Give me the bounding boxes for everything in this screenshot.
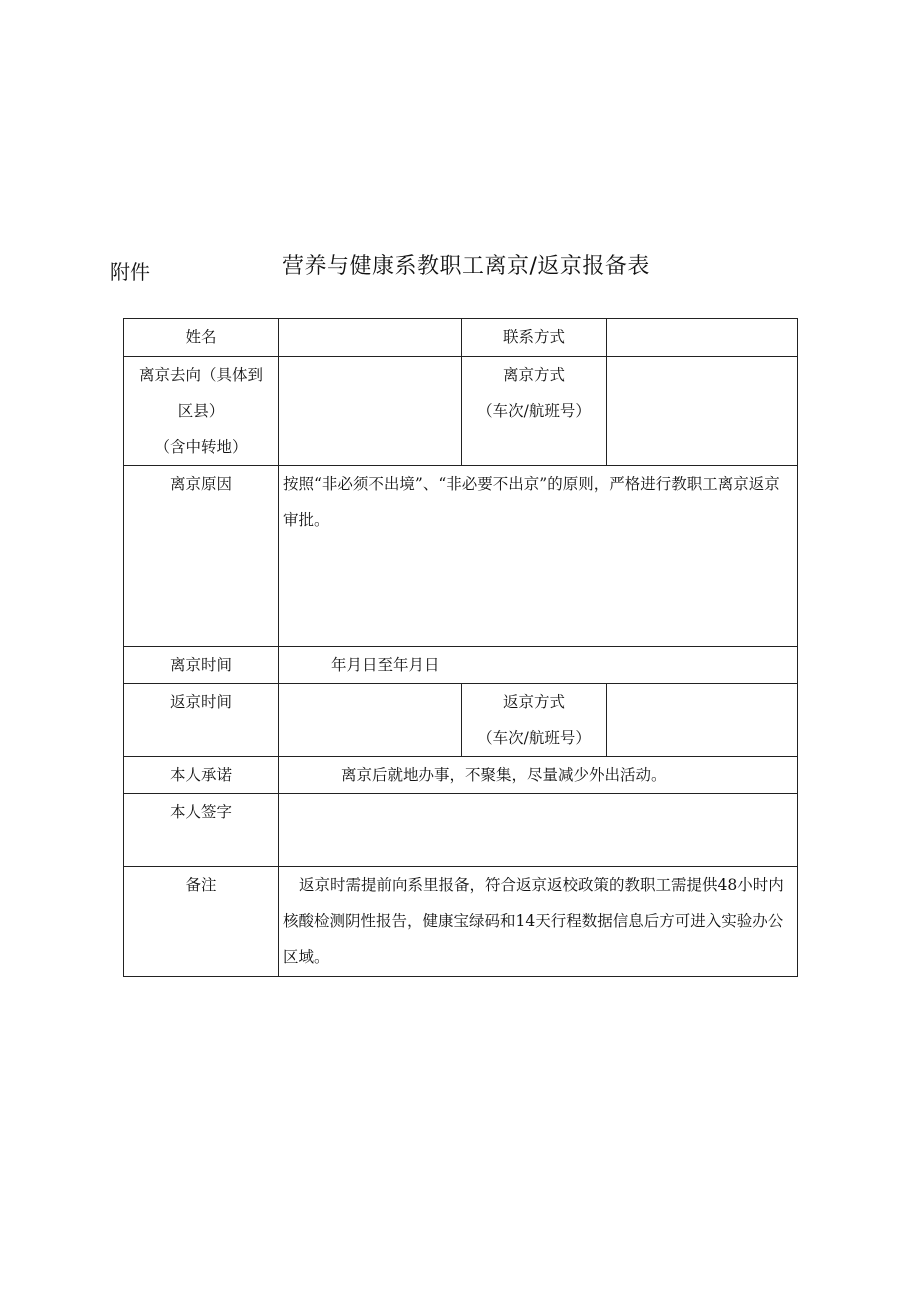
return-method-label-line-2: （车次/航班号） [477, 729, 591, 747]
destination-label-line-2: 区县） [177, 402, 225, 420]
destination-label [124, 357, 279, 466]
form-title: 营养与健康系教职工离京/返京报备表 [282, 254, 650, 279]
row-reason [124, 466, 798, 647]
row-promise [124, 757, 798, 794]
row-signature [124, 794, 798, 867]
name-label: 姓名 [124, 319, 279, 357]
promise-label: 本人承诺 [124, 757, 279, 794]
name-field[interactable] [279, 319, 462, 357]
signature-field[interactable] [279, 794, 798, 867]
return-method-field[interactable] [607, 684, 798, 757]
contact-field[interactable] [607, 319, 798, 357]
row-return-time [124, 684, 798, 757]
row-remarks [124, 867, 798, 977]
signature-label: 本人签字 [124, 794, 279, 867]
return-method-label-line-1: 返京方式 [502, 693, 565, 711]
reason-text: 按照“非必须不出境”、“非必要不出京”的原则，严格进行教职工离京返京审批。 [279, 466, 798, 647]
leave-method-field[interactable] [607, 357, 798, 466]
leave-time-field[interactable]: 年月日至年月日 [279, 647, 798, 684]
attachment-label: 附件 [110, 260, 150, 284]
leave-method-label-line-2: （车次/航班号） [477, 402, 591, 420]
remarks-text: 返京时需提前向系里报备，符合返京返校政策的教职工需提供48小时内核酸检测阴性报告，健康宝绿码和14天行程数据信息后方可进入实验办公区域。 [279, 867, 798, 977]
registration-form-table [123, 318, 798, 977]
reason-label: 离京原因 [124, 466, 279, 647]
destination-label-line-1: 离京去向（具体到 [138, 366, 263, 384]
row-name-contact [124, 319, 798, 357]
promise-text: 离京后就地办事，不聚集，尽量减少外出活动。 [279, 757, 798, 794]
return-time-label: 返京时间 [124, 684, 279, 757]
return-time-field[interactable] [279, 684, 462, 757]
destination-label-line-3: （含中转地） [154, 438, 248, 456]
row-destination [124, 357, 798, 466]
remarks-label: 备注 [124, 867, 279, 977]
contact-label: 联系方式 [462, 319, 607, 357]
leave-method-label [462, 357, 607, 466]
destination-field[interactable] [279, 357, 462, 466]
row-leave-time [124, 647, 798, 684]
leave-time-label: 离京时间 [124, 647, 279, 684]
return-method-label [462, 684, 607, 757]
leave-method-label-line-1: 离京方式 [502, 366, 565, 384]
